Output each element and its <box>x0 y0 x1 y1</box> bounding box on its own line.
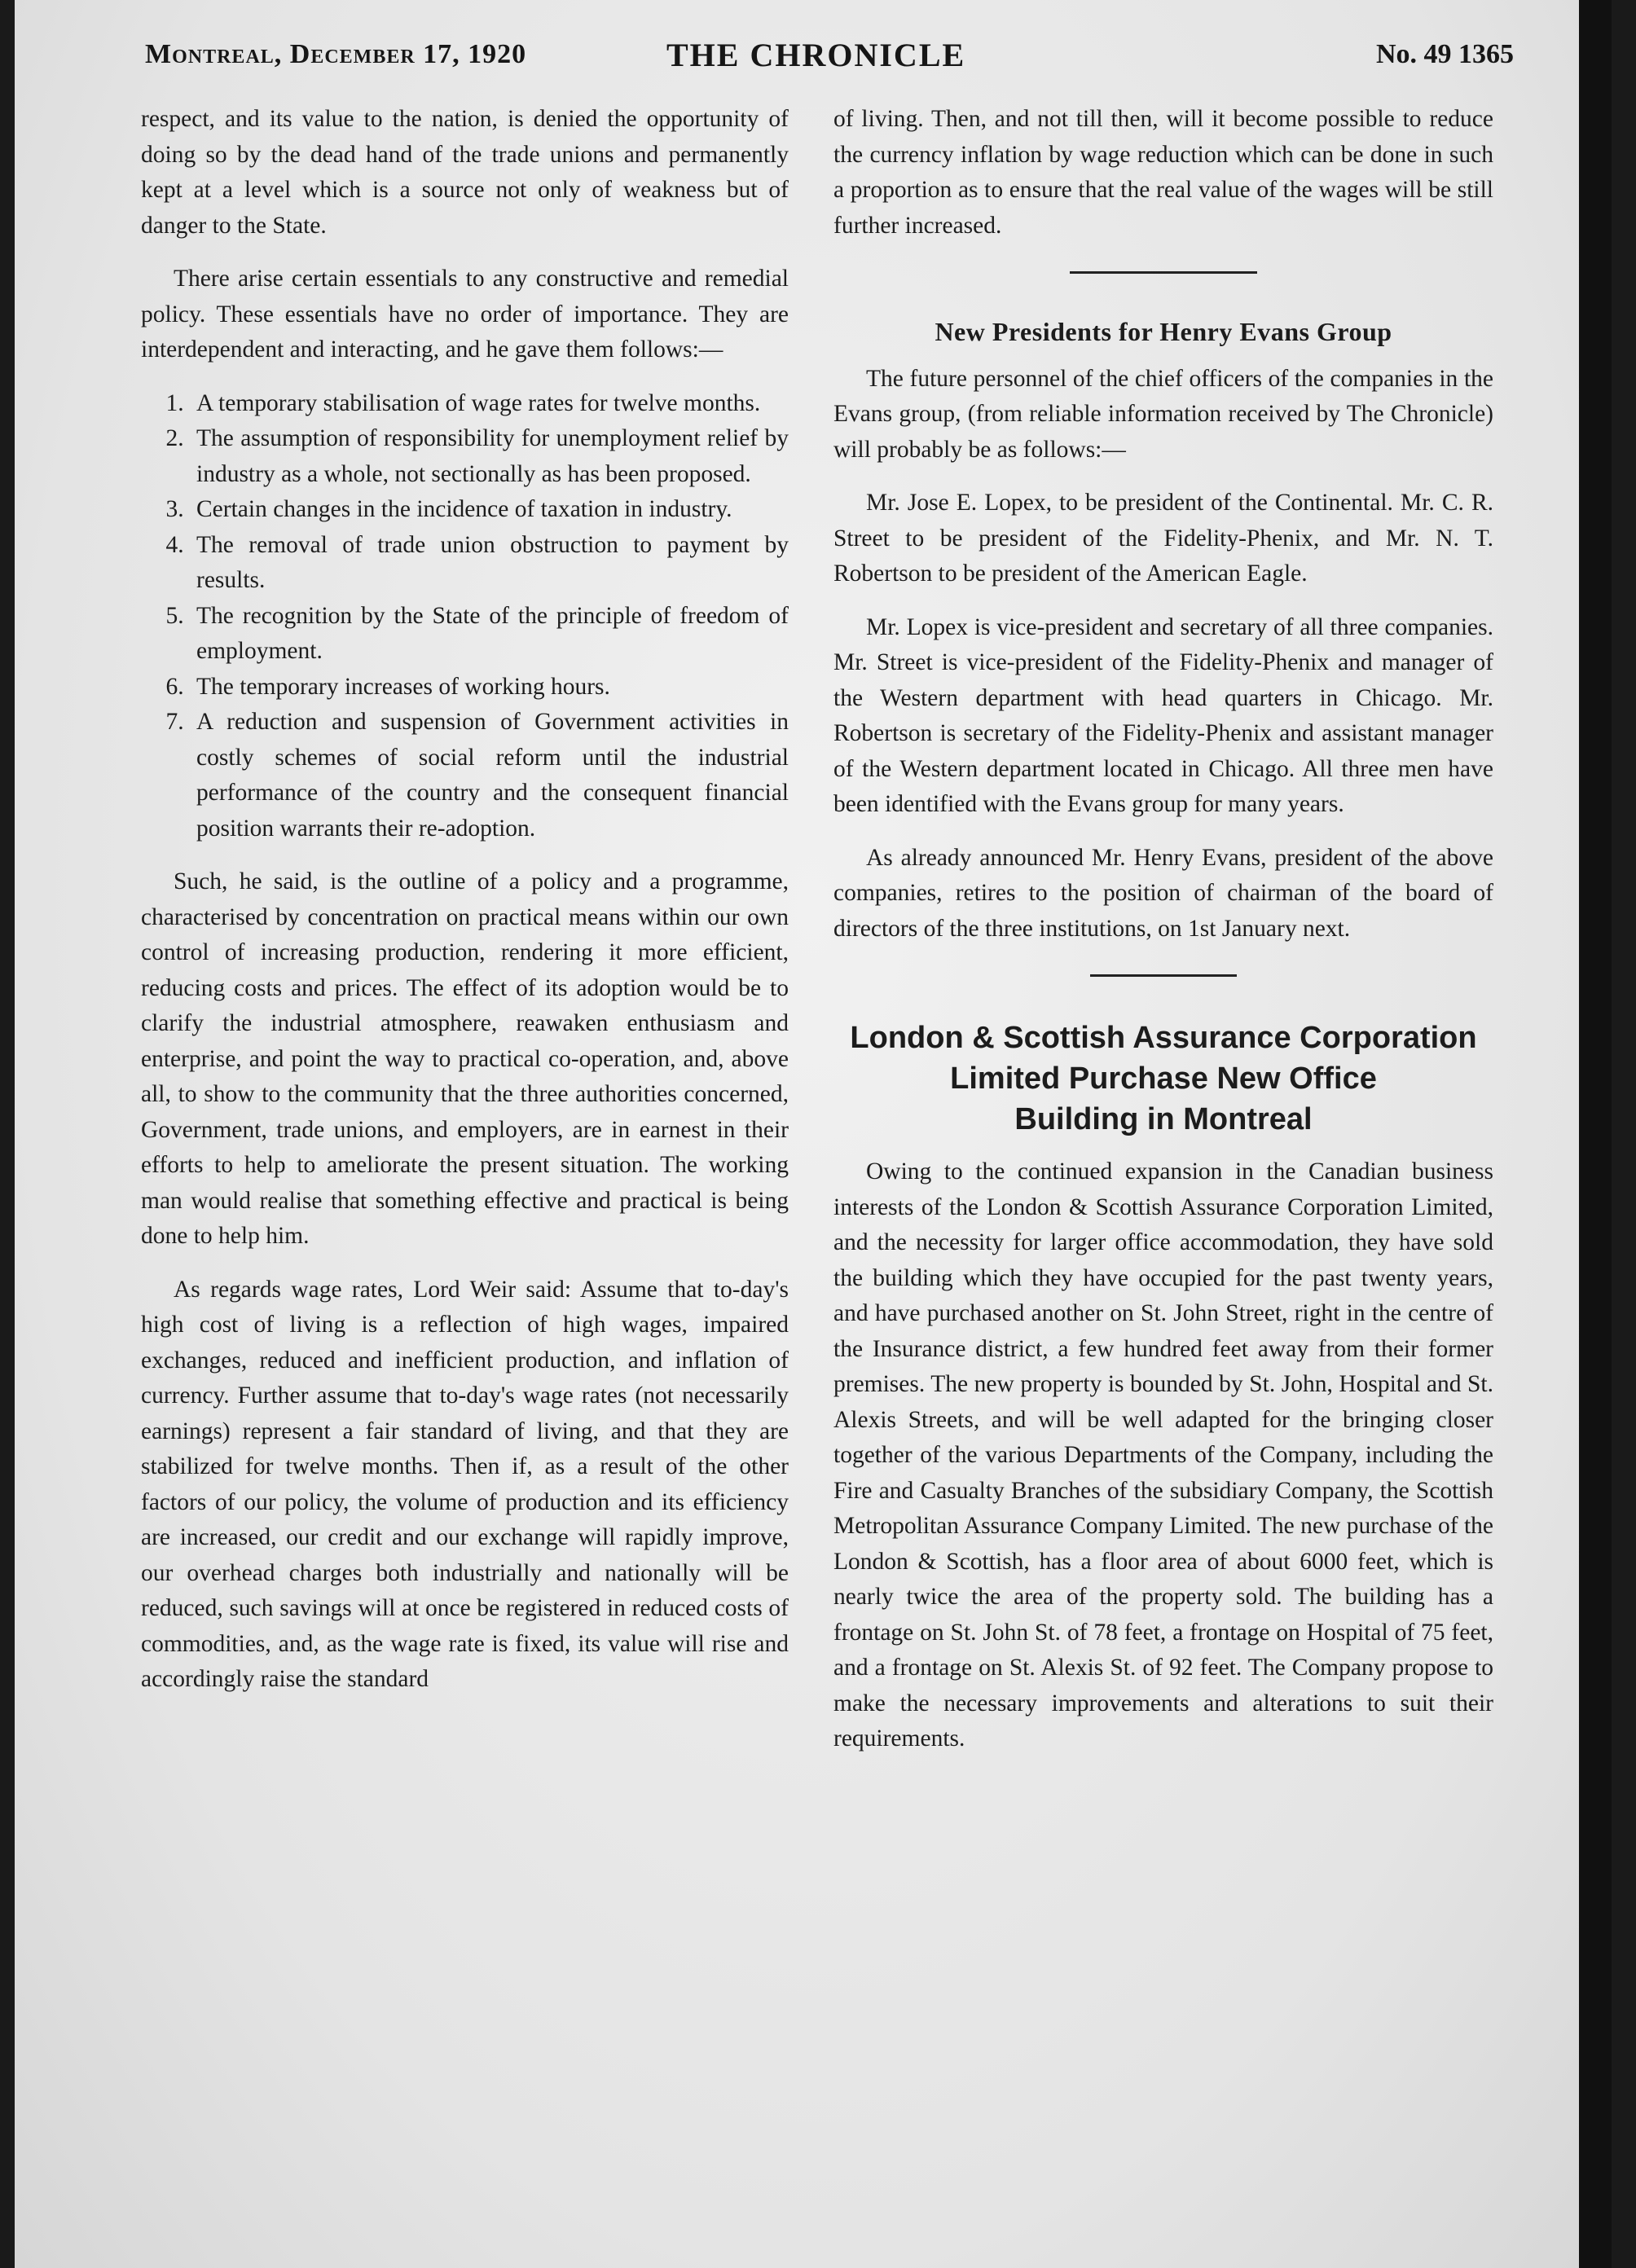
list-item: 3. Certain changes in the incidence of taxation in industry. <box>190 492 789 528</box>
paragraph: The future personnel of the chief officers of the companies in the Evans group, (from reliable information received by The Chronicle) will probably be as follows:— <box>833 365 1493 463</box>
list-item: 7. A reduction and suspension of Government activities in costly schemes of social reform until the industrial performance of the country and the consequent financial position warrants their re-adoption. <box>190 705 789 846</box>
article-heading <box>833 1018 1493 1140</box>
header-dateline: Montreal, December 17, 1920 <box>145 39 527 69</box>
paragraph: Mr. Jose E. Lopex, to be president of the Continental. Mr. C. R. Street to be president of the Fidelity-Phenix, and Mr. N. T. Robertson to be president of the American Eagle. <box>833 490 1493 587</box>
paragraph: Such, he said, is the outline of a policy and a programme, characterised by concentration on practical means within our own control of increasing production, rendering it more efficient, reducing costs and prices. The effect of its adoption would be to clarify the industrial atmosphere, reawaken enthusiasm and enterprise, and point the way to practical co-operation, and, above all, to show to the community that the three authorities concerned, Government, trade unions, and employers, are in earnest in their efforts to help to ameliorate the present situation. The working man would realise that something effective and practical is being done to help him. <box>141 868 789 1249</box>
article-heading: New Presidents for Henry Evans Group <box>935 317 1392 346</box>
paragraph: As regards wage rates, Lord Weir said: Assume that to-day's high cost of living is a reflection of high wages, impaired exchanges, reduced and inefficient production, and inflation of currency. Further assume that to-day's wage rates (not necessarily earnings) represent a fair standard of living, and that they are stabilized for twelve months. Then if, as a result of the other factors of our policy, the volume of production and its efficiency are increased, our credit and our exchange will rapidly improve, our overhead charges both industrially and nationally will be reduced, such savings will at once be registered in reduced costs of commodities, and, as the wage rate is fixed, its value will rise and accordingly raise the standard <box>141 1276 789 1692</box>
paragraph: There arise certain essentials to any constructive and remedial policy. These essentials have no order of importance. They are interdependent and interacting, and he gave them follows:— <box>141 266 789 363</box>
essentials-list <box>141 386 789 847</box>
paragraph: respect, and its value to the nation, is denied the opportunity of doing so by the dead hand of the trade unions and permanently kept at a level which is a source not only of weakness but of danger to the State. <box>141 106 789 239</box>
paragraph: of living. Then, and not till then, will it become possible to reduce the currency inflation by wage reduction which can be done in such a proportion as to ensure that the real value of the wages will be still further increased. <box>833 106 1493 239</box>
heading-line: Building in Montreal <box>1014 1102 1313 1136</box>
list-item: 5. The recognition by the State of the principle of freedom of employment. <box>190 599 789 670</box>
heading-line: Limited Purchase New Office <box>950 1061 1377 1096</box>
list-item: 1. A temporary stabilisation of wage rates for twelve months. <box>190 386 789 422</box>
header-masthead: THE CHRONICLE <box>666 37 966 73</box>
newspaper-page <box>15 0 1612 2268</box>
list-item: 6. The temporary increases of working hours. <box>190 670 789 705</box>
header-issue-page: No. 49 1365 <box>1375 39 1514 69</box>
heading-line: London & Scottish Assurance Corporation <box>850 1021 1477 1055</box>
section-divider <box>1090 974 1237 977</box>
left-column <box>141 102 789 1716</box>
list-item: 2. The assumption of responsibility for unemployment relief by industry as a whole, not sectionally as has been proposed. <box>190 421 789 492</box>
scan-edge <box>1579 0 1612 2268</box>
paragraph: Owing to the continued expansion in the Canadian business interests of the London & Scottish Assurance Corporation Limited, and the necessity for larger office accommodation, they have sold the building which they have occupied for the past twenty years, and have purchased another on St. John Street, right in the centre of the Insurance district, a few hundred feet away from their former premises. The new property is bounded by St. John, Hospital and St. Alexis Streets, and will be well adapted for the bringing closer together of the various Departments of the Company, including the Fire and Casualty Branches of the subsidiary Company, the Scottish Metropolitan Assurance Company Limited. The new purchase of the London & Scottish, has a floor area of about 6000 feet, which is nearly twice the area of the property sold. The building has a frontage on St. John St. of 78 feet, a frontage on Hospital of 75 feet, and a frontage on St. Alexis St. of 92 feet. The Company propose to make the necessary improvements and alterations to suit their requirements. <box>833 1158 1493 1752</box>
section-divider <box>1070 271 1257 274</box>
paragraph: As already announced Mr. Henry Evans, president of the above companies, retires to the position of chairman of the board of directors of the three institutions, on 1st January next. <box>833 844 1493 942</box>
paragraph: Mr. Lopex is vice-president and secretary of all three companies. Mr. Street is vice-president of the Fidelity-Phenix and manager of the Western department with head quarters in Chicago. Mr. Robertson is secretary of the Fidelity-Phenix and assistant manager of the Western department located in Chicago. All three men have been identified with the Evans group for many years. <box>833 613 1493 817</box>
right-column <box>833 102 1493 1775</box>
page-header <box>145 33 1514 75</box>
list-item: 4. The removal of trade union obstruction to payment by results. <box>190 528 789 599</box>
